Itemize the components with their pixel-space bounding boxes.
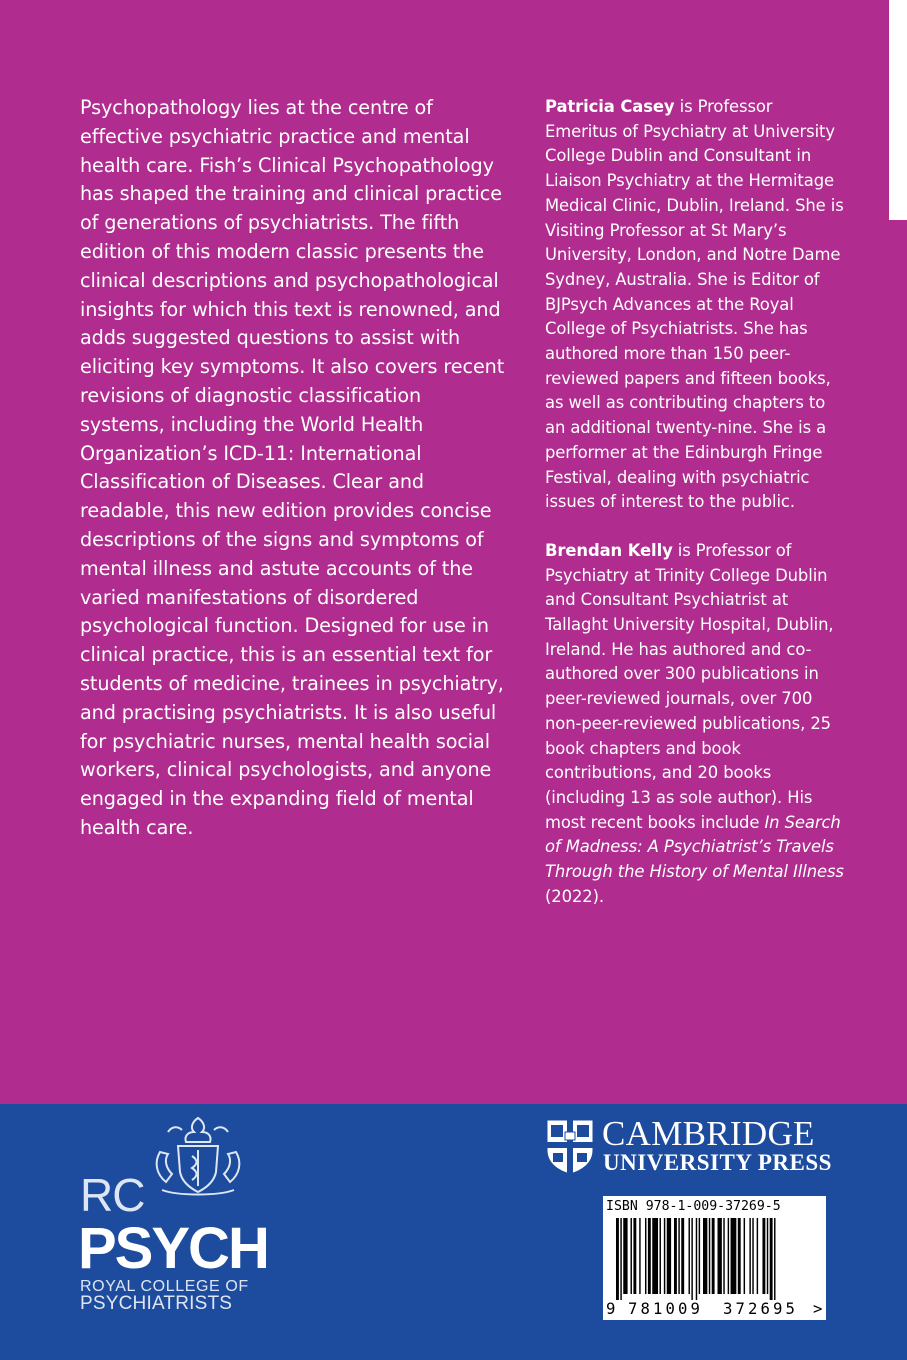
isbn-label: ISBN 978-1-009-37269-5 [606, 1199, 781, 1214]
barcode-digits-right: 372695 [723, 1300, 798, 1318]
book-year: (2022). [545, 886, 605, 906]
rcpsych-crest-icon [148, 1112, 248, 1198]
author-name: Brendan Kelly [545, 540, 673, 560]
description-text: Psychopathology lies at the centre of effective psychiatric practice and mental health care. Fish’s Clinical Psychopathology has shaped the training and clinical practice of generations of psychiatrists. The fifth edition of this modern classic presents the clinical descriptions and psychopathological insights for which this text is renowned, and adds suggested questions to assist with eliciting key symptoms. It also covers recent revisions of diagnostic classification systems, including the World Health Organization’s ICD-11: International Classification of Diseases. Clear and readable, this new edition provides concise descriptions of the signs and symptoms of mental illness and astute accounts of the varied manifestations of disordered psychological function. Designed for use in clinical practice, this is an essential text for students of medicine, trainees in psychiatry, and practising psychiatrists. It is also useful for psychiatric nurses, mental health social workers, clinical psychologists, and anyone engaged in the expanding field of mental health care. [80, 96, 505, 839]
barcode-digits-left: 781009 [628, 1300, 703, 1318]
author-name: Patricia Casey [545, 97, 675, 116]
rcpsych-logo-line2: PSYCHIATRISTS [80, 1293, 233, 1314]
author-bio-kelly [545, 539, 845, 910]
author-bio-text: is Professor Emeritus of Psychiatry at University College Dublin and Consultant in Liaison Psychiatry at the Hermitage Medical Clinic, Dublin, Ireland. She is Visiting Professor at St Mary’s University, London, and Notre Dame Sydney, Australia. She is Editor of BJPsych Advances at the Royal College of Psychiatrists. She has authored more than 150 peer-reviewed papers and fifteen books, as well as contributing chapters to an additional twenty-nine. She is a performer at the Edinburgh Fringe Festival, dealing with psychiatric issues of interest to the public. [545, 97, 844, 512]
author-bios [545, 95, 845, 934]
cambridge-shield-icon [545, 1118, 595, 1176]
publisher-name-line2: UNIVERSITY PRESS [603, 1150, 832, 1175]
barcode-bars [603, 1218, 826, 1300]
rcpsych-logo-psych: PSYCH [78, 1216, 268, 1281]
publisher-name-line1: CAMBRIDGE [602, 1114, 815, 1153]
rcpsych-logo-rc: RC [80, 1169, 145, 1221]
page-edge-strip [889, 0, 907, 220]
barcode-digit-first: 9 [606, 1300, 616, 1318]
book-description [80, 94, 510, 843]
barcode-digits [603, 1300, 826, 1320]
book-title: In Search of Madness: A Psychiatrist’s Travels Through the History of Mental Illness [545, 812, 844, 882]
barcode-digit-end: > [813, 1300, 823, 1318]
rcpsych-logo-line1: ROYAL COLLEGE OF [80, 1278, 249, 1295]
author-bio-casey [545, 95, 845, 515]
isbn-barcode [603, 1196, 826, 1320]
author-bio-text: is Professor of Psychiatry at Trinity College Dublin and Consultant Psychiatrist at Tallaght University Hospital, Dublin, Ireland. He has authored and co-authored over 300 publications in peer-reviewed journals, over 700 non-peer-reviewed publications, 25 book chapters and book contributions, and 20 books (including 13 as sole author). His most recent books include [545, 540, 834, 832]
